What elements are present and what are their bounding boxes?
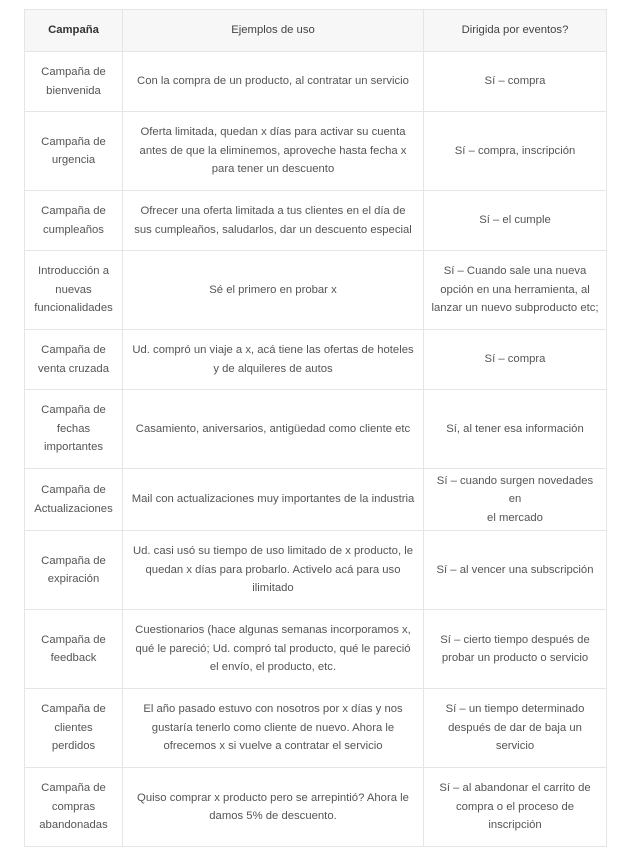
cell-line: Sí – Cuando sale una nueva — [443, 265, 587, 278]
campaign-cell — [25, 330, 123, 390]
table-row — [25, 251, 607, 330]
examples-cell — [123, 191, 424, 251]
cell-line: Ud. compró un viaje a x, acá tiene las ofertas de hoteles — [132, 344, 414, 356]
cell-line: ilimitado — [252, 582, 294, 595]
cell-line: Campaña de — [41, 205, 106, 217]
cell-line: cumpleaños — [43, 223, 104, 236]
cell-line: Sí – al vencer una subscripción — [436, 563, 594, 576]
cell-line: después de dar de baja un — [448, 721, 582, 734]
event-driven-cell — [424, 330, 607, 390]
cell-line: Sí – un tiempo determinado — [445, 703, 585, 716]
cell-line: abandonadas — [39, 819, 108, 832]
examples-cell — [123, 610, 424, 689]
cell-line: el envío, el producto, etc. — [209, 661, 337, 674]
cell-line: Quiso comprar x producto pero se arrepintió? Ahora le — [137, 791, 409, 804]
table-row — [25, 610, 607, 689]
cell-line: Casamiento, aniversarios, antigüedad como cliente etc — [135, 422, 411, 435]
cell-line: Campaña de — [41, 703, 106, 716]
campaign-cell — [25, 768, 123, 847]
table-row — [25, 531, 607, 610]
event-driven-cell — [424, 469, 607, 531]
cell-line: Campaña de — [41, 135, 106, 148]
cell-line: perdidos — [51, 740, 96, 753]
campaign-cell — [25, 469, 123, 531]
table-header-row — [25, 10, 607, 52]
cell-line: antes de que la eliminemos, aproveche hasta fecha x — [139, 144, 407, 157]
cell-line: Sí – compra — [484, 75, 546, 88]
cell-line: funcionalidades — [34, 302, 113, 315]
cell-line: y de alquileres de autos — [213, 362, 333, 375]
cell-line: Ud. casi usó su tiempo de uso limitado de x producto, le — [132, 545, 414, 558]
campaign-cell — [25, 112, 123, 191]
campaign-table-container — [24, 9, 606, 847]
cell-line: inscripción — [488, 819, 542, 832]
table-row — [25, 52, 607, 112]
cell-line: gustaría tenerlo como cliente de nuevo. Ahora le — [151, 721, 395, 734]
event-driven-cell — [424, 191, 607, 251]
cell-line: Campaña de — [41, 344, 106, 356]
cell-line: feedback — [50, 652, 97, 664]
cell-line: Sí – cuando surgen novedades en — [436, 474, 594, 506]
table-row — [25, 191, 607, 251]
examples-cell — [123, 768, 424, 847]
examples-cell — [123, 689, 424, 768]
examples-cell — [123, 52, 424, 112]
cell-line: Actualizaciones — [34, 502, 113, 515]
cell-line: El año pasado estuvo con nosotros por x días y nos — [143, 703, 403, 716]
cell-line: compras — [51, 800, 96, 813]
cell-line: Sí, al tener esa información — [446, 422, 584, 435]
table-row — [25, 689, 607, 768]
table-row — [25, 469, 607, 531]
examples-cell — [123, 531, 424, 610]
table-row — [25, 330, 607, 390]
cell-line: Con la compra de un producto, al contratar un servicio — [137, 75, 409, 88]
cell-line: quedan x días para probarlo. Activelo acá para uso — [145, 563, 401, 576]
cell-line: compra o el proceso de — [455, 800, 575, 813]
cell-line: expiración — [47, 573, 100, 585]
event-driven-cell — [424, 689, 607, 768]
cell-line: opción en una herramienta, al — [440, 283, 590, 296]
cell-line: Campaña de — [41, 484, 106, 496]
cell-line: Campaña de — [41, 782, 106, 795]
cell-line: Campaña de — [41, 554, 106, 567]
cell-line: Oferta limitada, quedan x días para activar su cuenta — [140, 126, 406, 139]
cell-line: damos 5% de descuento. — [209, 810, 337, 822]
cell-line: Sí – al abandonar el carrito de — [439, 782, 591, 795]
table-row — [25, 390, 607, 469]
cell-line: Sí – compra — [484, 353, 546, 366]
event-driven-cell — [424, 112, 607, 191]
header-event-driven: Dirigida por eventos? — [424, 10, 607, 52]
cell-line: para tener un descuento — [211, 163, 335, 176]
cell-line: el mercado — [487, 511, 543, 524]
cell-line: Sé el primero en probar x — [209, 283, 337, 296]
campaign-cell — [25, 251, 123, 330]
header-campaign: Campaña — [25, 10, 123, 52]
cell-line: Introducción a — [38, 265, 109, 278]
examples-cell — [123, 251, 424, 330]
cell-line: lanzar un nuevo subproducto etc; — [431, 302, 599, 315]
campaign-table — [24, 9, 607, 847]
examples-cell — [123, 112, 424, 191]
cell-line: Campaña de — [41, 66, 106, 78]
cell-line: Campaña de — [41, 404, 106, 417]
cell-line: sus cumpleaños, saludarlos, dar un descuento especial — [134, 223, 412, 236]
cell-line: fechas — [56, 422, 91, 435]
event-driven-cell — [424, 531, 607, 610]
cell-line: Campaña de — [41, 633, 106, 646]
cell-line: venta cruzada — [38, 362, 109, 375]
event-driven-cell — [424, 390, 607, 469]
examples-cell — [123, 469, 424, 531]
campaign-cell — [25, 52, 123, 112]
cell-line: importantes — [43, 441, 104, 454]
event-driven-cell — [424, 610, 607, 689]
event-driven-cell — [424, 52, 607, 112]
table-row — [25, 112, 607, 191]
campaign-cell — [25, 531, 123, 610]
cell-line: urgencia — [51, 154, 96, 166]
cell-line: bienvenida — [46, 84, 101, 97]
cell-line: qué le pareció; Ud. compró tal producto, qué le pareció — [135, 642, 411, 655]
campaign-cell — [25, 390, 123, 469]
cell-line: servicio — [495, 740, 535, 753]
cell-line: ofrecemos x si vuelve a contratar el servicio — [163, 740, 383, 753]
table-row — [25, 768, 607, 847]
campaign-cell — [25, 689, 123, 768]
cell-line: Cuestionarios (hace algunas semanas incorporamos x, — [135, 624, 411, 637]
cell-line: Mail con actualizaciones muy importantes de la industria — [131, 493, 415, 506]
cell-line: clientes — [54, 721, 93, 734]
examples-cell — [123, 330, 424, 390]
event-driven-cell — [424, 768, 607, 847]
cell-line: Sí – compra, inscripción — [454, 144, 576, 157]
event-driven-cell — [424, 251, 607, 330]
campaign-cell — [25, 191, 123, 251]
table-body — [25, 52, 607, 847]
cell-line: probar un producto o servicio — [441, 652, 589, 664]
cell-line: nuevas — [55, 283, 92, 296]
cell-line: Sí – el cumple — [479, 214, 551, 227]
campaign-cell — [25, 610, 123, 689]
examples-cell — [123, 390, 424, 469]
cell-line: Ofrecer una oferta limitada a tus clientes en el día de — [140, 205, 406, 217]
header-examples: Ejemplos de uso — [123, 10, 424, 52]
cell-line: Sí – cierto tiempo después de — [440, 633, 590, 646]
